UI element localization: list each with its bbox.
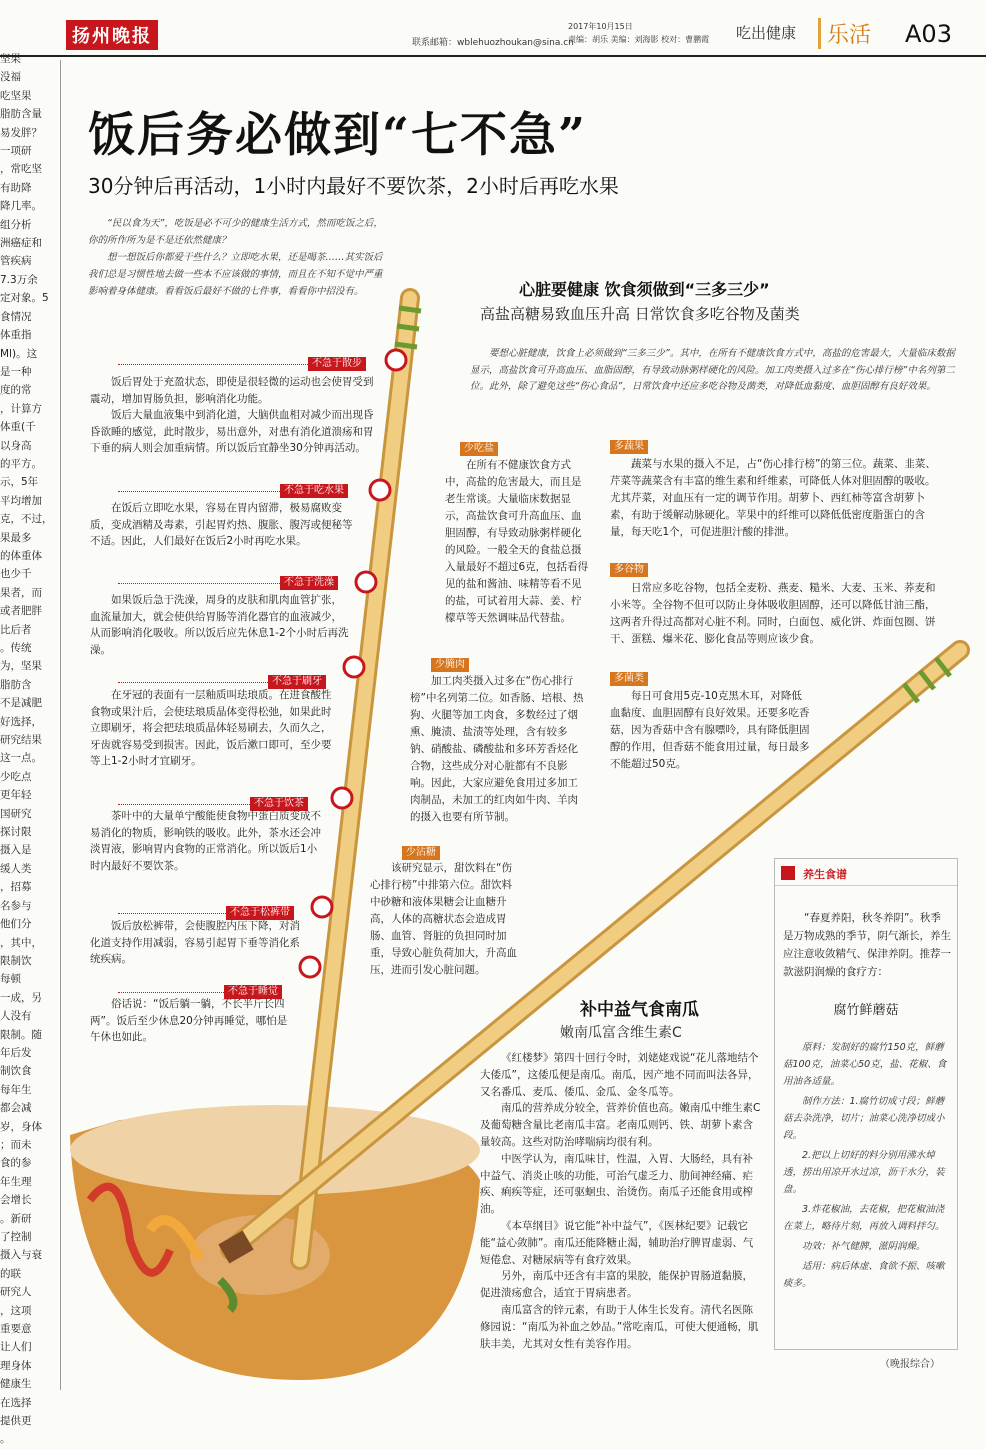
left-column-line: 示，5年 <box>0 476 39 489</box>
item-divider <box>118 682 268 683</box>
left-column-line: 体重(千 <box>0 421 36 434</box>
left-column-line: 。 <box>0 1433 11 1446</box>
pumpkin-body <box>480 1050 762 1352</box>
left-column-line: 缓人类 <box>0 862 32 875</box>
left-column-line: 每顿 <box>0 973 21 986</box>
item-paragraph: 在牙冠的表面有一层釉质叫珐琅质。在进食酸性食物或果汁后，会使珐琅质晶体变得松弛，如果此时立即刷牙，将会把珐琅质晶体轻易刷去，久而久之，牙齿就容易受到损害。因此，饭后漱口即可，至少要等上1-2小时才宜刷牙。 <box>90 689 332 767</box>
pumpkin-subtitle: 嫩南瓜富含维生素C <box>560 1025 682 1041</box>
left-column-line: ，招募 <box>0 881 32 894</box>
item-divider <box>118 364 308 365</box>
left-column-line: ，计算方 <box>0 402 42 415</box>
left-column-line: 没福 <box>0 71 21 84</box>
pumpkin-paragraph: 《红楼梦》第四十回行令时，刘姥姥戏说“花儿落地结个大倭瓜”，这倭瓜便是南瓜。南瓜，因产地不同而叫法各异，又名番瓜、麦瓜、倭瓜、金瓜、金冬瓜等。 <box>480 1052 759 1098</box>
item-text-walk <box>90 374 380 457</box>
item-text-fruit <box>90 500 362 550</box>
item-paragraph: 饭后大量血液集中到消化道，大脑供血相对减少而出现昏昏欲睡的感觉，此时散步，易出意外，对患有消化道溃疡和胃下垂的病人则会加重病情。所以饭后宜静坐30分钟再活动。 <box>90 409 374 454</box>
left-column-line: 少吃点 <box>0 770 32 783</box>
left-column-line: 也少千 <box>0 568 32 581</box>
recipe-label: 养生食谱 <box>803 868 847 881</box>
left-column-line: 岁，身体 <box>0 1120 42 1133</box>
heart-paragraph: 每日可食用5克-10克黑木耳，对降低血黏度、血胆固醇有良好效果。还要多吃香菇，因为香菇中含有腺嘌呤，具有降低胆固醇的作用，但香菇不能食用过量，每日最多不能超过50克。 <box>610 690 810 770</box>
item-tag-fruit: 不急于吃水果 <box>280 484 348 498</box>
editor-credits: 责编：胡乐 美编：刘海影 校对：曹鹏霞 <box>568 35 710 44</box>
left-column-line: 一成，另 <box>0 991 42 1004</box>
item-tag-sleep: 不急于睡觉 <box>224 985 282 999</box>
headline-subtitle: 30分钟后再活动，1小时内最好不要饮茶，2小时后再吃水果 <box>88 174 619 198</box>
heart-paragraph: 加工肉类摄入过多在“伤心排行榜”中名列第二位。如香肠、培根、热狗、火腿等加工肉食，多数经过了烟熏、腌渍、盐渍等处理，含有较多钠、硝酸盐、磷酸盐和多环芳香烃化合物，这些成分对心脏都有不良影响。因此，大家应避免食用过多加工肉制品，未加工的红肉如牛肉、羊肉的摄入也要有所节制。 <box>410 675 584 823</box>
left-column-line: 限制。随 <box>0 1028 42 1041</box>
recipe-body <box>783 1039 953 1295</box>
left-column-line: 好选择， <box>0 715 42 728</box>
recipe-paragraph: 制作方法：1.腐竹切成寸段；鲜蘑菇去杂洗净，切片；油菜心洗净切成小段。 <box>783 1096 945 1141</box>
left-column-line: 健康生 <box>0 1378 32 1391</box>
left-column-line: 这一点。 <box>0 752 42 765</box>
pumpkin-paragraph: 中医学认为，南瓜味甘，性温，入胃、大肠经，具有补中益气、消炎止咳的功能，可治气虚乏力、肋间神经痛、疟疾、痢疾等症，还可驱蛔虫、治烫伤。南瓜子还能食用或榨油。 <box>480 1152 753 1216</box>
left-column-line: 组分析 <box>0 218 32 231</box>
intro-paragraph: “民以食为天”，吃饭是必不可少的健康生活方式，然而吃饭之后，你的所作所为是不是还依然健康？ <box>88 218 383 246</box>
pumpkin-paragraph: 《本草纲目》说它能“补中益气”，《医林纪要》记载它能“益心敛肺”。南瓜还能降糖止渴，辅助治疗脾胃虚弱、气短倦怠、对糖尿病等有食疗效果。 <box>480 1219 754 1266</box>
left-column-line: 了控制 <box>0 1231 32 1243</box>
left-column-line: 易发胖？ <box>0 126 42 139</box>
heart-text-grain <box>610 580 940 648</box>
left-column-line: 他们分 <box>0 918 32 931</box>
left-column-line: 让人们 <box>0 1341 32 1354</box>
left-column-line: 摄入是 <box>0 844 32 857</box>
section-name: 吃出健康 <box>736 24 797 42</box>
heart-paragraph: 日常应多吃谷物，包括全麦粉、燕麦、糙米、大麦、玉米、荞麦和小米等。全谷物不但可以防止身体吸收胆固醇，还可以降低甘油三酯，这两者升得过高都对心脏不利。同时，白面包、威化饼、炸面包圈、饼干、蛋糕、爆米花、膨化食品等则应该少食。 <box>610 582 936 645</box>
left-column-line: 探讨限 <box>0 826 32 839</box>
heart-intro-paragraph: 要想心脏健康，饮食上必须做到“三多三少”。其中，在所有不健康饮食方式中，高盐的危害最大，大量临床数据显示，高盐饮食可升高血压、血脂固醇，有导致动脉粥样硬化的风险。加工肉类摄入过多在“伤心排行榜”中名列第二位。此外，除了避免这些“伤心食品”，日常饮食中还应多吃谷物及菌类，对降低血黏度、血胆固醇有良好效果。 <box>470 348 955 392</box>
source-credit: （晚报综合） <box>880 1359 940 1370</box>
left-column-line: 年生理 <box>0 1175 32 1188</box>
header-rule <box>0 55 986 57</box>
left-column-line: 比后者 <box>0 623 32 636</box>
recipe-paragraph: 功效：补气健脾，滋阴润燥。 <box>802 1241 926 1252</box>
left-column-line: 食的参 <box>0 1157 32 1170</box>
left-column-line: 的平方。 <box>0 457 42 470</box>
left-column-line: 。传统 <box>0 642 32 654</box>
issue-date: 2017年10月15日 <box>568 22 633 31</box>
left-column-line: ，常吃坚 <box>0 163 42 176</box>
left-column-line: 度的常 <box>0 384 32 397</box>
item-text-bath <box>90 592 350 658</box>
item-paragraph: 如果饭后急于洗澡，周身的皮肤和肌肉血管扩张，血流量加大，就会使供给胃肠等消化器官的血液减少，从而影响消化吸收。所以饭后应先休息1-2个小时后再洗澡。 <box>90 594 349 656</box>
left-column-line: 脂肪含 <box>0 678 32 691</box>
headline-intro <box>88 215 388 300</box>
left-column-line: 名参与 <box>0 899 32 912</box>
left-column-line: 有助降 <box>0 181 32 194</box>
item-tag-walk: 不急于散步 <box>308 357 366 371</box>
left-column-line: 或者肥胖 <box>0 605 42 618</box>
left-column-line: 限制饮 <box>0 954 32 967</box>
recipe-intro-paragraph: “春夏养阳，秋冬养阴”。秋季是万物成熟的季节，阴气渐长，养生应注意收敛精气、保津养阴。推荐一款滋阴润燥的食疗方： <box>783 912 951 978</box>
left-column-line: 体重指 <box>0 329 32 342</box>
left-column-line: 。新研 <box>0 1212 32 1225</box>
recipe-paragraph: 适用：病后体虚、食欲不振、咳嗽痰多。 <box>783 1261 945 1289</box>
left-column-line: 制饮食 <box>0 1065 32 1078</box>
left-column-line: 洲癌症和 <box>0 237 42 250</box>
heart-text-fungi <box>610 688 810 773</box>
left-column-line: 更年轻 <box>0 789 32 802</box>
item-paragraph: 俗话说：“饭后躺一躺，不长半斤长四两”。饭后至少休息20分钟再睡觉，哪怕是午休也如此。 <box>90 998 288 1043</box>
left-column-line: 食情况 <box>0 310 32 323</box>
left-column-line: 降几率。 <box>0 200 42 213</box>
left-column-line: 平均增加 <box>0 494 42 507</box>
left-column-line: Ml)。这 <box>0 347 38 360</box>
item-paragraph: 饭后胃处于充盈状态，即使是很轻微的运动也会使胃受到震动，增加胃肠负担，影响消化功能。 <box>90 376 374 405</box>
left-column-line: 一项研 <box>0 145 32 158</box>
intro-paragraph: 想一想饭后你都爱干些什么？立即吃水果，还是喝茶……其实饭后我们总是习惯性地去做一些本不应该做的事情，而且在不知不觉中严重影响着身体健康。看看饭后最好不做的七件事，看看你中招没有。 <box>88 252 383 297</box>
heart-subtitle: 高盐高糖易致血压升高 日常饮食多吃谷物及菌类 <box>480 305 800 323</box>
page-number: A03 <box>905 20 952 48</box>
recipe-paragraph: 3.炸花椒油，去花椒，把花椒油浇在菜上，略待片刻，再放入调料拌匀。 <box>783 1204 945 1232</box>
heart-paragraph: 该研究显示，甜饮料在“伤心排行榜”中排第六位。甜饮料中砂糖和液体果糖会让血糖升高，人体的高糖状态会造成胃肠、血管、肾脏的负担同时加重，导致心脏负荷加大，升高血压，进而引发心脏问题。 <box>370 862 517 976</box>
left-column-line: 重要意 <box>0 1323 32 1336</box>
left-column-line: 是一种 <box>0 365 32 378</box>
left-column-line: 吃坚果 <box>0 89 32 102</box>
left-clipped-column <box>0 50 58 1446</box>
headline-title: 饭后务必做到“七不急” <box>88 108 588 163</box>
heart-tag-meat: 少腌肉 <box>431 658 469 672</box>
item-divider <box>118 804 250 805</box>
left-column-line: 为，坚果 <box>0 660 42 673</box>
heart-paragraph: 蔬菜与水果的摄入不足，占“伤心排行榜”的第三位。蔬菜、韭菜、芹菜等蔬菜含有丰富的维生素和纤维素，可降低人体对胆固醇的吸收。尤其芹菜，对血压有一定的调节作用。胡萝卜、西红柿等富含胡萝卜素，有助于缓解动脉硬化。苹果中的纤维可以降低低密度脂蛋白的含量，每天吃1个，可促进胆汁酸的排泄。 <box>610 458 936 538</box>
left-column-line: 以身高 <box>0 439 32 452</box>
masthead-logo: 扬州晚报 <box>66 20 158 50</box>
heart-text-veg <box>610 456 940 541</box>
left-column-line: 管疾病 <box>0 255 32 268</box>
heart-tag-sugar: 少沾糖 <box>402 846 440 860</box>
left-column-line: 都会减 <box>0 1102 32 1115</box>
left-column-line: 每年生 <box>0 1083 32 1096</box>
column-divider <box>60 60 61 1390</box>
heart-tag-fungi: 多菌类 <box>610 672 648 686</box>
item-paragraph: 在饭后立即吃水果，容易在胃内留滞，极易腐败变质，变成酒精及毒素，引起胃灼热、腹胀、腹泻或便秘等不适。因此，人们最好在饭后2小时再吃水果。 <box>90 502 353 547</box>
left-column-line: 研究结果 <box>0 734 42 747</box>
section-logo: 乐活 <box>818 18 871 49</box>
item-text-brush <box>90 687 340 770</box>
date-credits <box>568 20 738 46</box>
left-column-line: ；而未 <box>0 1138 32 1151</box>
left-column-line: 的联 <box>0 1267 21 1280</box>
heart-tag-salt: 少吃盐 <box>460 442 498 456</box>
item-tag-belt: 不急于松裤带 <box>226 906 294 920</box>
item-tag-bath: 不急于洗澡 <box>280 576 338 590</box>
left-column-line: 定对象。5 <box>0 292 49 305</box>
recipe-paragraph: 2.把以上切好的料分别用沸水焯透，捞出用凉开水过凉，沥干水分，装盘。 <box>783 1150 945 1195</box>
left-column-line: ，这项 <box>0 1304 32 1317</box>
pumpkin-paragraph: 另外，南瓜中还含有丰富的果胶，能保护胃肠道黏膜，促进溃疡愈合，适宜于胃病患者。 <box>480 1270 753 1300</box>
item-text-tea <box>90 808 326 874</box>
heart-intro <box>470 346 960 396</box>
contact-email: 联系邮箱：wblehuozhoukan@sina.cn <box>412 38 574 48</box>
left-column-line: 脂肪含量 <box>0 108 42 121</box>
item-text-sleep <box>90 996 296 1046</box>
left-column-line: 会增长 <box>0 1194 32 1207</box>
left-column-line: 不是减肥 <box>0 697 42 710</box>
left-column-line: 理身体 <box>0 1359 32 1372</box>
left-column-line: 7.3万余 <box>0 273 38 286</box>
left-column-line: 坚果 <box>0 53 21 65</box>
pumpkin-paragraph: 南瓜的营养成分较全，营养价值也高。嫩南瓜中维生素C及葡萄糖含量比老南瓜丰富。老南瓜则钙、铁、胡萝卜素含量较高。这些对防治哮喘病均很有利。 <box>480 1102 761 1148</box>
item-paragraph: 饭后放松裤带，会使腹腔内压下降，对消化道支持作用减弱，容易引起胃下垂等消化系统疾病。 <box>90 920 300 965</box>
left-column-line: 克，不过， <box>0 513 53 526</box>
pumpkin-title: 补中益气食南瓜 <box>580 1000 699 1020</box>
left-column-line: 摄入与衰 <box>0 1249 42 1262</box>
item-divider <box>118 583 280 584</box>
heart-paragraph: 在所有不健康饮食方式中，高盐的危害最大，而且是老生常谈。大量临床数据显示，高盐饮食可升高血压、血胆固醇，有导致动脉粥样硬化的风险。一般全天的食盐总摄入量最好不超过6克，包括看得见的盐和酱油、味精等看不见的盐，可试着用大蒜、姜、柠檬草等天然调味品代替盐。 <box>445 459 589 624</box>
left-column-line: 提供更 <box>0 1415 32 1428</box>
recipe-header <box>775 863 957 886</box>
recipe-box <box>774 858 958 1350</box>
left-column-line: 研究人 <box>0 1286 32 1299</box>
item-tag-tea: 不急于饮茶 <box>250 797 308 811</box>
heart-text-meat <box>410 673 586 826</box>
item-divider <box>118 491 280 492</box>
left-column-line: 国研究 <box>0 807 32 820</box>
item-divider <box>118 913 226 914</box>
heart-tag-grain: 多谷物 <box>610 563 648 577</box>
item-tag-brush: 不急于刷牙 <box>268 675 326 689</box>
left-column-line: 人没有 <box>0 1010 32 1023</box>
item-divider <box>118 992 224 993</box>
heart-tag-veg: 多蔬果 <box>610 440 648 454</box>
arrow-icon <box>781 866 795 880</box>
pumpkin-paragraph: 南瓜富含的锌元素，有助于人体生长发育。清代名医陈修园说：“南瓜为补血之妙品。”常吃南瓜，可使大便通畅，肌肤丰美，尤其对女性有美容作用。 <box>480 1303 759 1350</box>
left-column-line: 果者，而 <box>0 586 42 599</box>
left-column-line: 在选择 <box>0 1396 32 1409</box>
item-text-belt <box>90 918 304 968</box>
item-paragraph: 茶叶中的大量单宁酸能使食物中蛋白质变成不易消化的物质，影响铁的吸收。此外，茶水还会冲淡胃液，影响胃内食物的正常消化。所以饭后1小时内最好不要饮茶。 <box>90 810 321 872</box>
left-column-line: 果最多 <box>0 531 32 544</box>
recipe-paragraph: 原料：发制好的腐竹150克，鲜蘑菇100克，油菜心50克，盐、花椒、食用油各适量。 <box>783 1042 947 1087</box>
recipe-intro <box>783 909 951 981</box>
heart-text-sugar <box>370 860 520 979</box>
heart-title: 心脏要健康 饮食须做到“三多三少” <box>519 280 770 299</box>
left-column-line: 年后发 <box>0 1046 32 1059</box>
heart-text-salt <box>445 457 590 627</box>
left-column-line: 的体重体 <box>0 549 42 562</box>
left-column-line: ，其中， <box>0 936 42 949</box>
recipe-name: 腐竹鲜蘑菇 <box>833 1003 899 1018</box>
